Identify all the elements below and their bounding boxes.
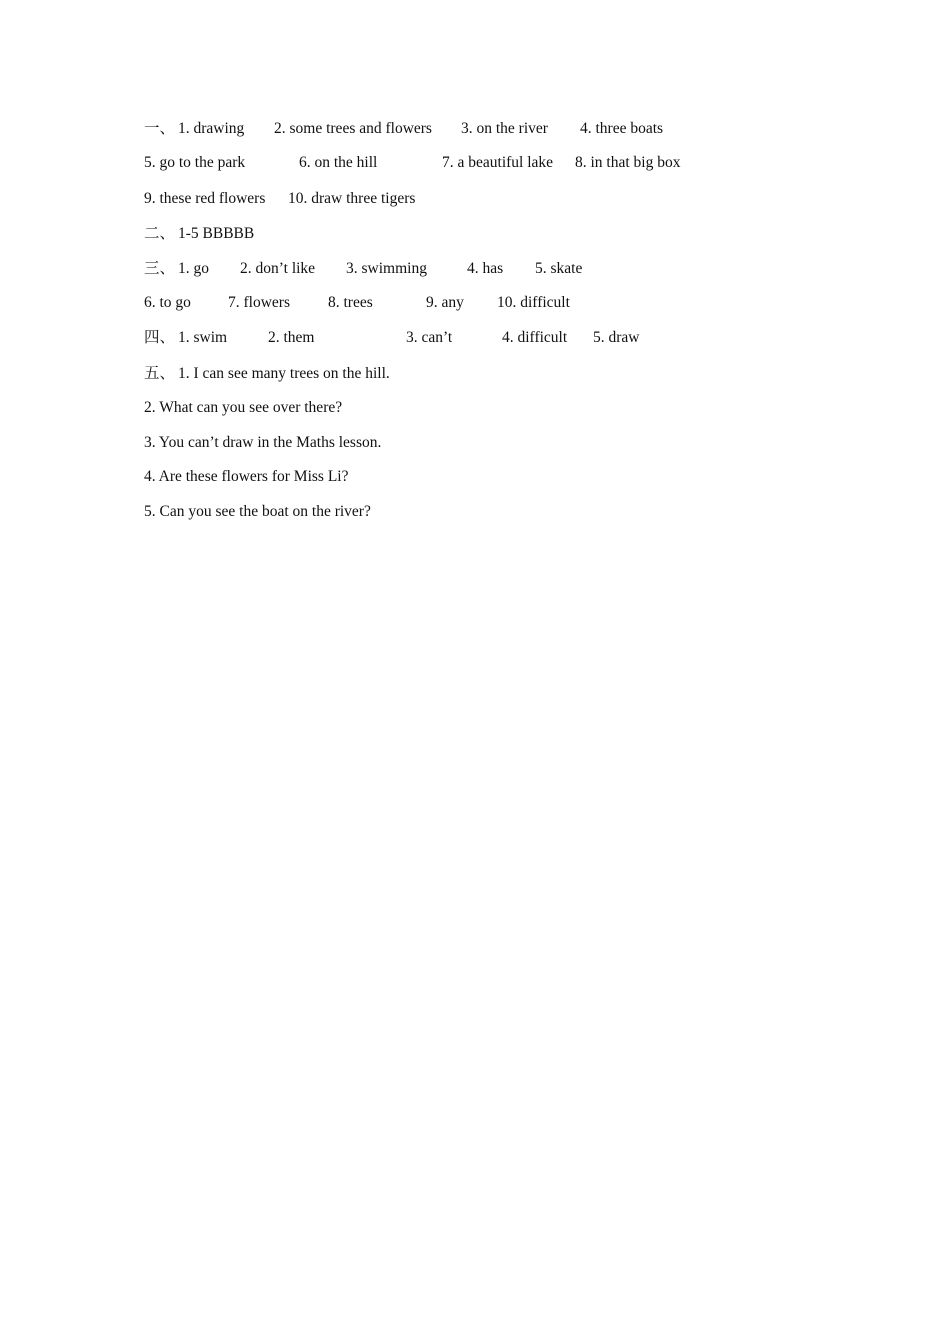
answer-7: 7. flowers <box>228 294 290 311</box>
sentence-3: 3. You can’t draw in the Maths lesson. <box>144 434 382 451</box>
section-2-prefix: 二、 <box>144 225 176 242</box>
answer-3: 3. on the river <box>461 120 548 137</box>
answer-1: 1. drawing <box>178 120 245 137</box>
answer-10: 10. difficult <box>497 294 570 311</box>
sentence-5: 5. Can you see the boat on the river? <box>144 503 371 520</box>
section-1-line-3 <box>144 187 844 211</box>
section-5-line-5 <box>144 500 844 524</box>
answer-4: 4. three boats <box>580 120 664 137</box>
section-5-line-2 <box>144 396 844 420</box>
section-5-line-4 <box>144 465 844 489</box>
answer-4: 4. difficult <box>502 329 568 346</box>
section-3-prefix: 三、 <box>144 260 176 277</box>
answer-9: 9. any <box>426 294 464 311</box>
answer-5: 5. go to the park <box>144 154 246 171</box>
section-1-prefix: 一、 <box>144 120 176 137</box>
answer-1: 1. swim <box>178 329 228 346</box>
answer-2: 2. them <box>268 329 315 346</box>
answer-6: 6. to go <box>144 294 191 311</box>
answer-10: 10. draw three tigers <box>288 190 416 207</box>
answer-8: 8. in that big box <box>575 154 681 171</box>
section-2-answers: 1-5 BBBBB <box>178 225 255 242</box>
section-5-prefix: 五、 <box>144 365 176 382</box>
answer-3: 3. swimming <box>346 260 427 277</box>
sentence-2: 2. What can you see over there? <box>144 399 343 416</box>
answer-7: 7. a beautiful lake <box>442 154 554 171</box>
answer-3: 3. can’t <box>406 329 453 346</box>
answer-9: 9. these red flowers <box>144 190 266 207</box>
sentence-4: 4. Are these flowers for Miss Li? <box>144 468 349 485</box>
section-5-line-3 <box>144 431 844 455</box>
answer-2: 2. don’t like <box>240 260 316 277</box>
section-1-line-1 <box>144 117 844 141</box>
section-1-line-2 <box>144 151 844 175</box>
answer-5: 5. skate <box>535 260 583 277</box>
answer-5: 5. draw <box>593 329 640 346</box>
section-4-prefix: 四、 <box>144 329 176 346</box>
answer-8: 8. trees <box>328 294 373 311</box>
section-2-line <box>144 222 844 246</box>
answer-4: 4. has <box>467 260 504 277</box>
answer-1: 1. go <box>178 260 209 277</box>
section-5-line-1 <box>144 362 844 386</box>
section-4-line <box>144 326 844 350</box>
sentence-1: 1. I can see many trees on the hill. <box>178 365 390 382</box>
answer-2: 2. some trees and flowers <box>274 120 432 137</box>
section-3-line-2 <box>144 291 844 315</box>
answer-6: 6. on the hill <box>299 154 378 171</box>
section-3-line-1 <box>144 257 844 281</box>
